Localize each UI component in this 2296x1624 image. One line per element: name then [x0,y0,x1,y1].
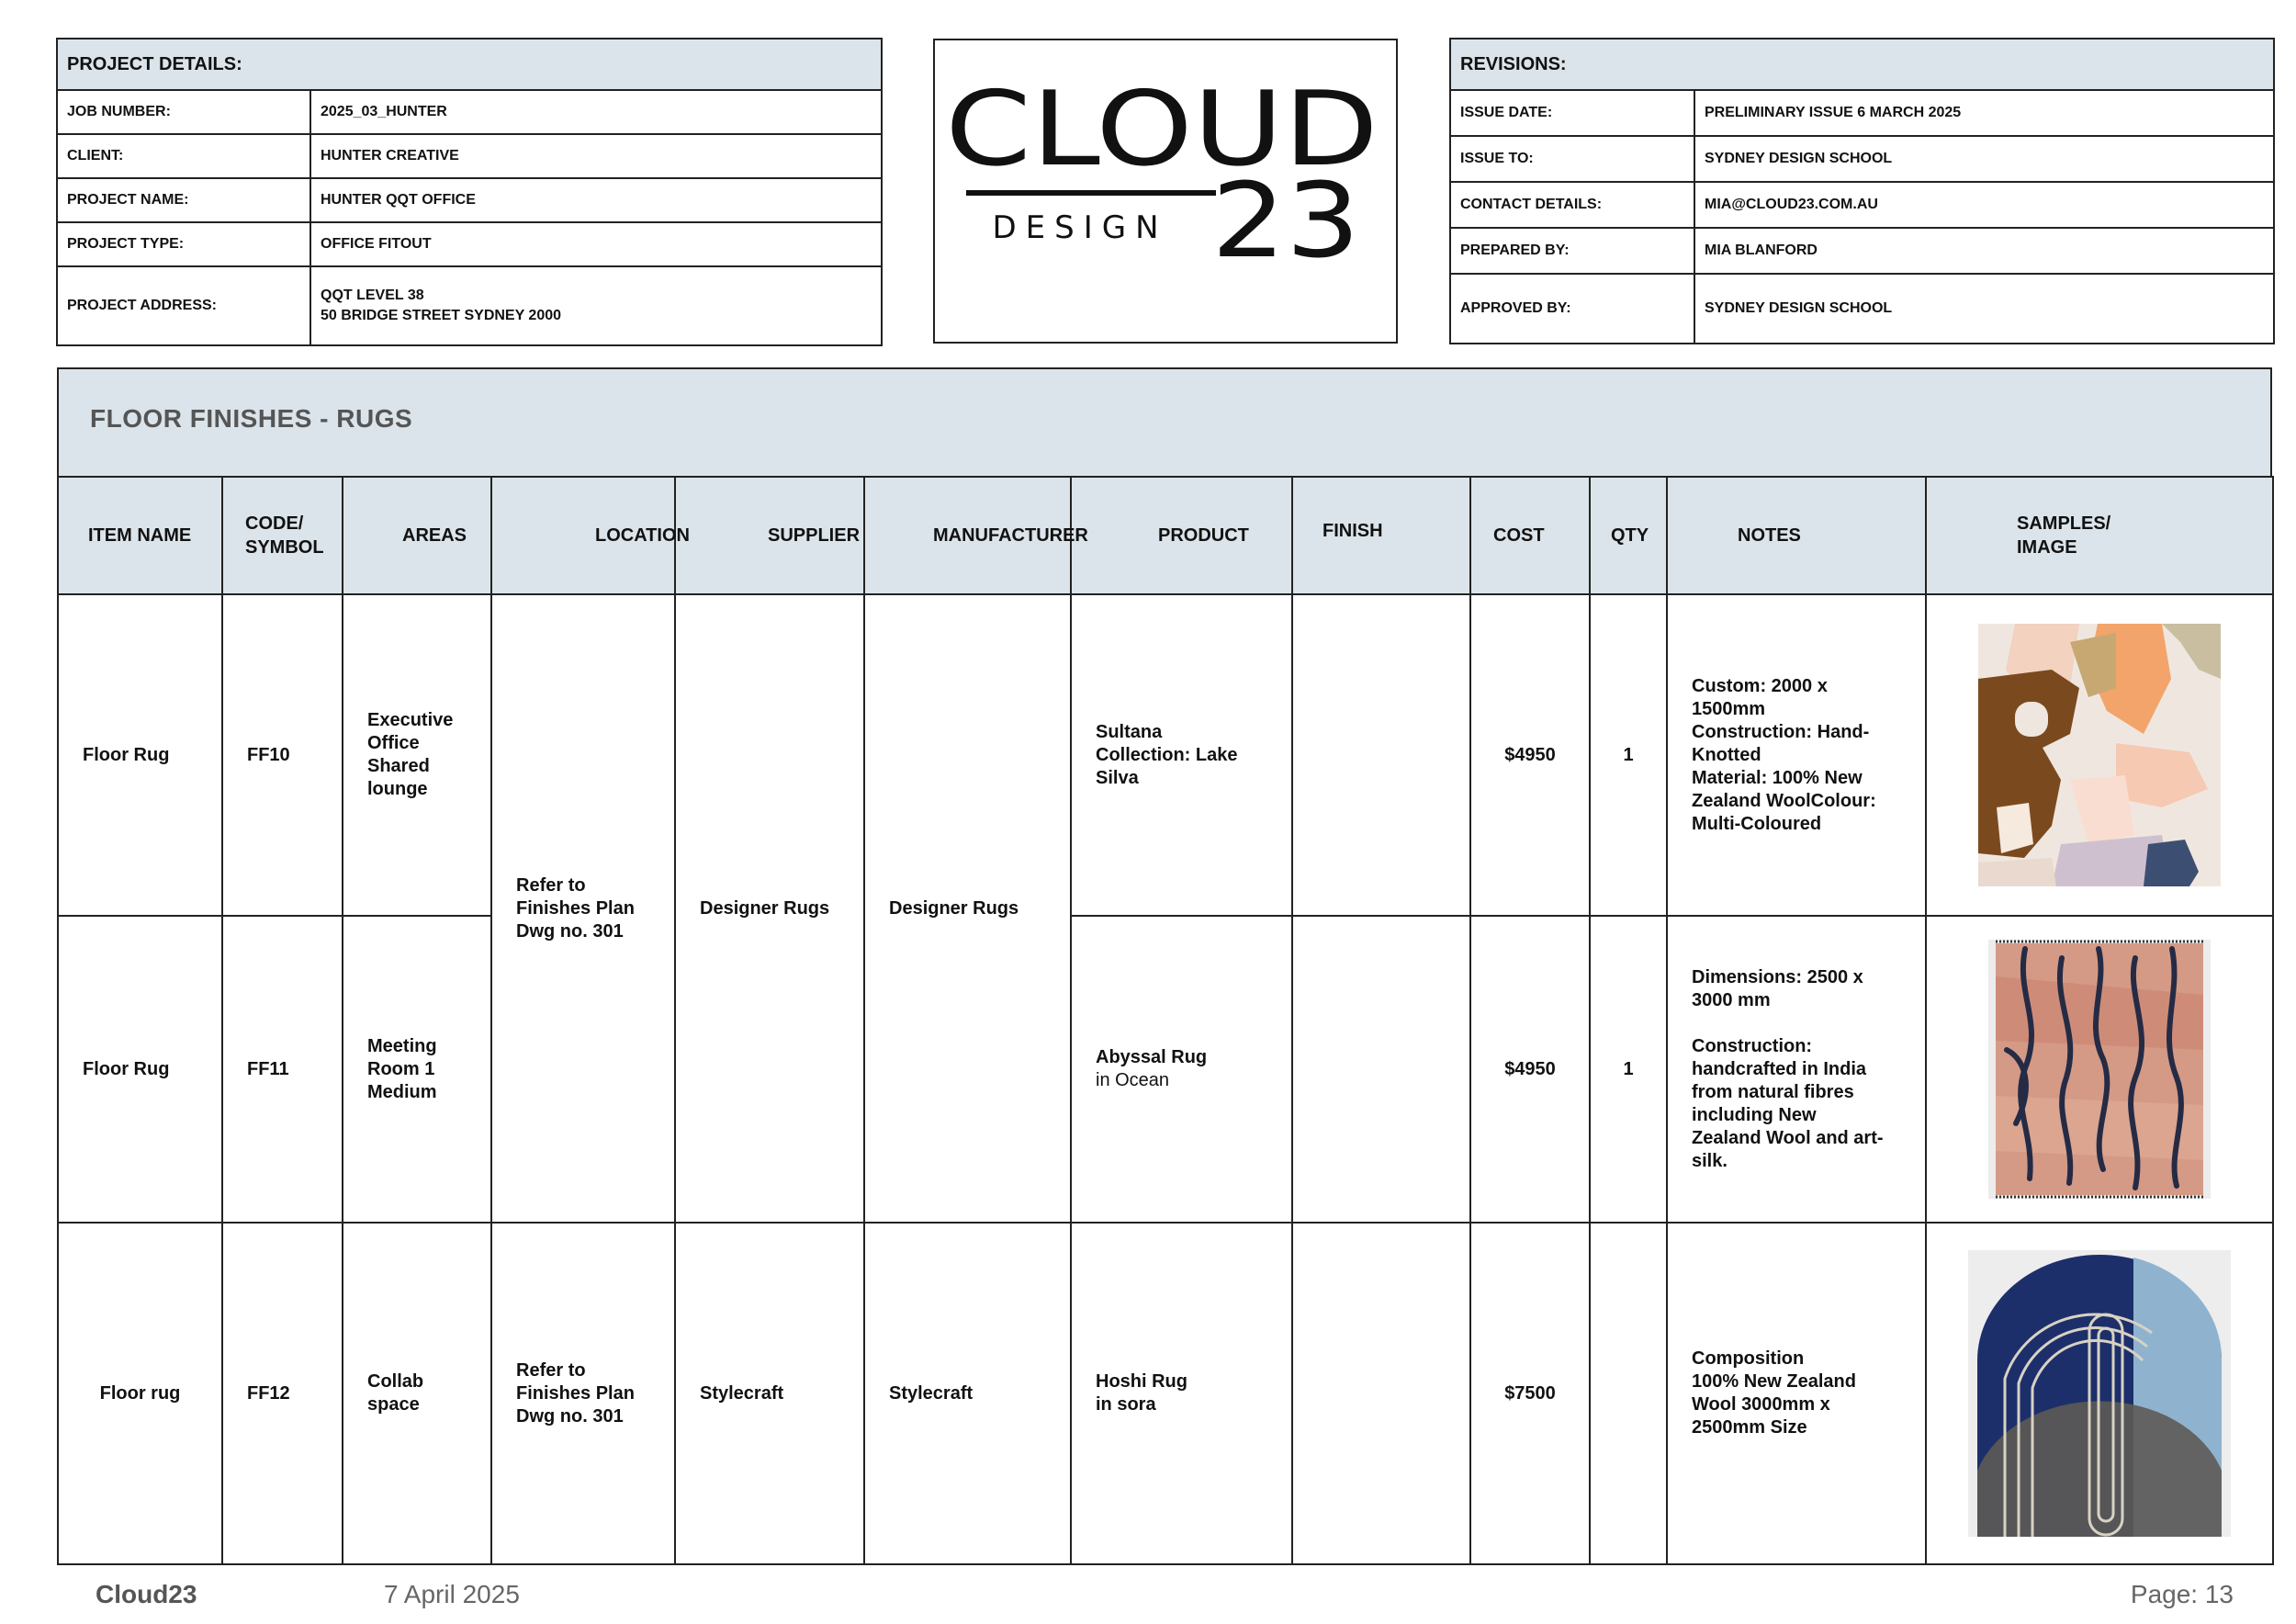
issue-date-value: PRELIMINARY ISSUE 6 MARCH 2025 [1694,90,2274,136]
project-address-label: PROJECT ADDRESS: [57,266,310,345]
product-cell [1071,916,1292,1223]
product-variant: in Ocean [1096,1070,1170,1090]
client-label: CLIENT: [57,134,310,178]
contact-details-label: CONTACT DETAILS: [1450,182,1694,228]
rug-schedule-table [57,476,2274,1565]
col-manufacturer: MANUFACTURER [864,477,1071,594]
logo-graphic [935,40,1396,342]
job-number-label: JOB NUMBER: [57,90,310,134]
project-address-value: QQT LEVEL 38 50 BRIDGE STREET SYDNEY 2000 [310,266,882,345]
col-areas: AREAS [343,477,491,594]
areas-cell: Meeting Room 1 Medium [343,916,491,1223]
qty-cell: 1 [1590,594,1667,916]
section-header-band [57,367,2272,476]
notes-cell: Custom: 2000 x 1500mm Construction: Hand- Knotted Material: 100% New Zealand WoolColour: Multi-Coloured [1667,594,1926,916]
manufacturer-cell: Designer Rugs [864,594,1071,1223]
product-name: Abyssal Rug [1096,1047,1208,1067]
footer-date: 7 April 2025 [384,1580,520,1608]
issue-to-value: SYDNEY DESIGN SCHOOL [1694,136,2274,182]
notes-cell: Composition 100% New Zealand Wool 3000mm x 2500mm Size [1667,1223,1926,1564]
code-cell: FF11 [222,916,343,1223]
col-qty: QTY [1590,477,1667,594]
table-row [58,916,2273,1223]
contact-details-value: MIA@CLOUD23.COM.AU [1694,182,2274,228]
finish-cell [1292,916,1470,1223]
prepared-by-label: PREPARED BY: [1450,228,1694,274]
product-cell [1071,1223,1292,1564]
issue-to-label: ISSUE TO: [1450,136,1694,182]
item-name-cell: Floor Rug [58,916,222,1223]
issue-date-label: ISSUE DATE: [1450,90,1694,136]
section-title: FLOOR FINISHES - RUGS [90,404,413,433]
project-name-label: PROJECT NAME: [57,178,310,222]
sample-image-cell [1926,594,2273,916]
product-cell [1071,594,1292,916]
areas-cell: Collab space [343,1223,491,1564]
code-cell: FF10 [222,594,343,916]
sample-image-cell [1926,916,2273,1223]
supplier-cell: Designer Rugs [675,594,864,1223]
finish-cell [1292,1223,1470,1564]
areas-cell: Executive Office Shared lounge [343,594,491,916]
qty-cell [1590,1223,1667,1564]
hoshi-arch-rug-image [1968,1250,2231,1537]
item-name-cell: Floor Rug [58,594,222,916]
company-logo [933,39,1398,344]
job-number-value: 2025_03_HUNTER [310,90,882,134]
col-notes: NOTES [1667,477,1926,594]
abyssal-ocean-rug-image [1988,940,2211,1199]
notes-cell: Dimensions: 2500 x 3000 mm Construction: handcrafted in India from natural fibres including New Zealand Wool and art- silk. [1667,916,1926,1223]
project-details-table [56,38,883,346]
finish-cell [1292,594,1470,916]
client-value: HUNTER CREATIVE [310,134,882,178]
location-cell: Refer to Finishes Plan Dwg no. 301 [491,1223,675,1564]
project-details-heading: PROJECT DETAILS: [57,39,882,90]
footer-page-number: Page: 13 [2130,1580,2234,1608]
sample-image-cell [1926,1223,2273,1564]
product-name: Sultana Collection: Lake Silva [1096,721,1238,788]
abstract-multicolour-rug-image [1978,624,2221,886]
cost-cell: $7500 [1470,1223,1590,1564]
manufacturer-cell: Stylecraft [864,1223,1071,1564]
qty-cell: 1 [1590,916,1667,1223]
col-code-symbol: CODE/ SYMBOL [222,477,343,594]
logo-word-design: DESIGN [992,209,1168,246]
cost-cell: $4950 [1470,916,1590,1223]
table-row [58,1223,2273,1564]
cost-cell: $4950 [1470,594,1590,916]
item-name-cell: Floor rug [58,1223,222,1564]
col-cost: COST [1470,477,1590,594]
approved-by-value: SYDNEY DESIGN SCHOOL [1694,274,2274,344]
revisions-table [1449,38,2275,344]
col-product: PRODUCT [1071,477,1292,594]
col-location: LOCATION [491,477,675,594]
footer-brand: Cloud23 [96,1580,197,1608]
logo-word-cloud: CLOUD [945,70,1379,189]
product-name: Hoshi Rug in sora [1096,1371,1187,1415]
project-type-value: OFFICE FITOUT [310,222,882,266]
col-supplier: SUPPLIER [675,477,864,594]
logo-number: 23 [1211,162,1360,281]
location-cell: Refer to Finishes Plan Dwg no. 301 [491,594,675,1223]
table-row [58,594,2273,916]
project-type-label: PROJECT TYPE: [57,222,310,266]
code-cell: FF12 [222,1223,343,1564]
revisions-heading: REVISIONS: [1450,39,2274,90]
approved-by-label: APPROVED BY: [1450,274,1694,344]
supplier-cell: Stylecraft [675,1223,864,1564]
prepared-by-value: MIA BLANFORD [1694,228,2274,274]
col-finish: FINISH [1292,477,1470,594]
col-item-name: ITEM NAME [58,477,222,594]
col-samples-image: SAMPLES/ IMAGE [1926,477,2273,594]
project-name-value: HUNTER QQT OFFICE [310,178,882,222]
